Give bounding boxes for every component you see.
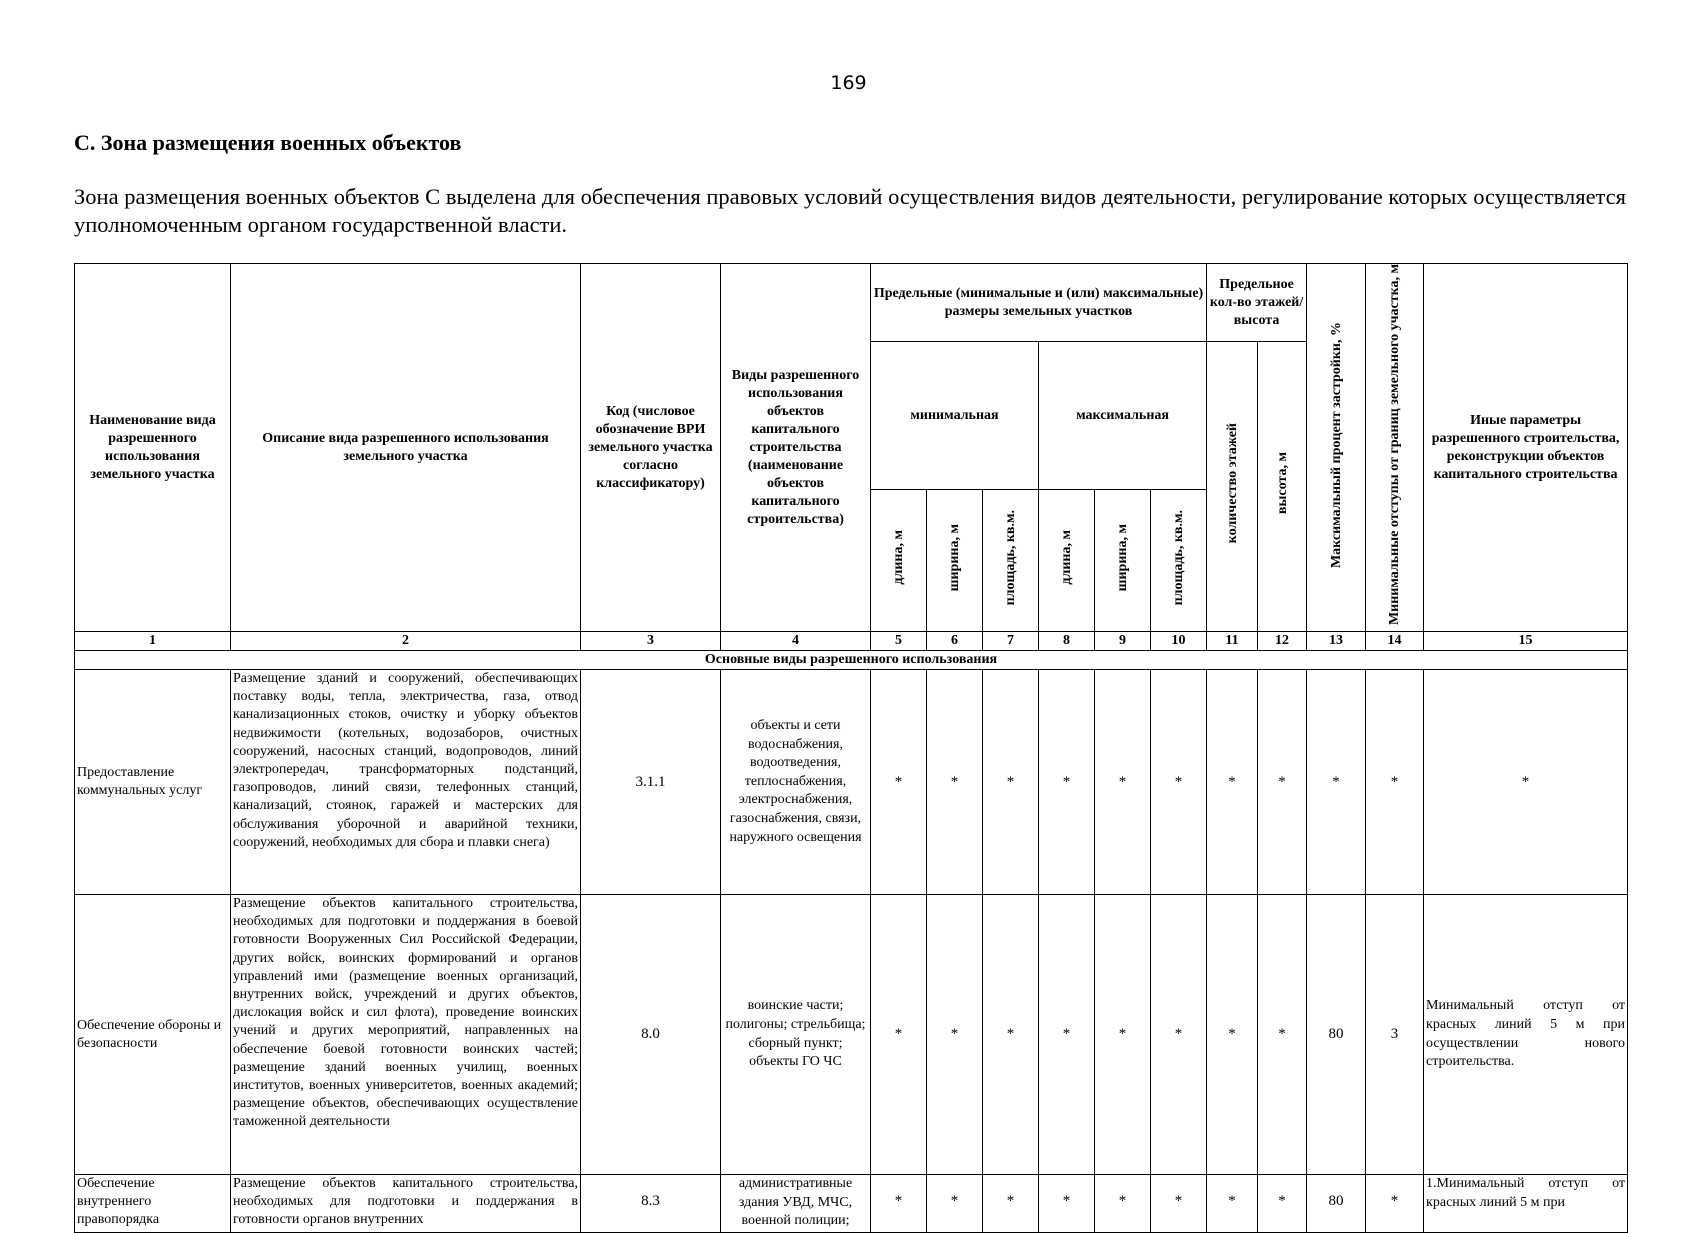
zone-parameters-table	[74, 263, 1628, 1233]
column-number: 9	[1095, 632, 1151, 651]
use-code: 3.1.1	[581, 670, 721, 895]
use-name: Предоставление коммунальных услуг	[75, 670, 231, 895]
section-label: Основные виды разрешенного использования	[75, 651, 1628, 670]
floors-value: *	[1207, 895, 1258, 1175]
column-number: 6	[927, 632, 983, 651]
column-number-row	[75, 632, 1628, 651]
max-length-value: *	[1039, 895, 1095, 1175]
use-code: 8.3	[581, 1175, 721, 1233]
use-code: 8.0	[581, 895, 721, 1175]
table-row	[75, 670, 1628, 895]
min-width-value: *	[927, 895, 983, 1175]
setback-value: *	[1366, 670, 1424, 895]
coverage-value: 80	[1307, 1175, 1366, 1233]
header-floors: количество этажей	[1207, 342, 1258, 632]
min-area-value: *	[983, 895, 1039, 1175]
header-max-area: площадь, кв.м.	[1151, 490, 1207, 632]
max-area-value: *	[1151, 895, 1207, 1175]
setback-value: 3	[1366, 895, 1424, 1175]
header-description: Описание вида разрешенного использования земельного участка	[231, 264, 581, 632]
header-max-length: длина, м	[1039, 490, 1095, 632]
column-number: 8	[1039, 632, 1095, 651]
min-area-value: *	[983, 670, 1039, 895]
table-row	[75, 895, 1628, 1175]
min-length-value: *	[871, 895, 927, 1175]
column-number: 15	[1424, 632, 1628, 651]
setback-value: *	[1366, 1175, 1424, 1233]
header-name: Наименование вида разрешенного использования земельного участка	[75, 264, 231, 632]
section-title: С. Зона размещения военных объектов	[74, 130, 462, 155]
height-value: *	[1258, 670, 1307, 895]
min-length-value: *	[871, 670, 927, 895]
page-number: 169	[830, 72, 867, 94]
other-params: *	[1424, 670, 1628, 895]
column-number: 1	[75, 632, 231, 651]
min-area-value: *	[983, 1175, 1039, 1233]
section-row	[75, 651, 1628, 670]
header-min: минимальная	[871, 342, 1039, 490]
column-number: 2	[231, 632, 581, 651]
header-min-length: длина, м	[871, 490, 927, 632]
height-value: *	[1258, 895, 1307, 1175]
header-max-width: ширина, м	[1095, 490, 1151, 632]
other-params: Минимальный отступ от красных линий 5 м при осуществлении нового строительства.	[1424, 895, 1628, 1175]
max-length-value: *	[1039, 670, 1095, 895]
use-name: Обеспечение обороны и безопасности	[75, 895, 231, 1175]
max-width-value: *	[1095, 895, 1151, 1175]
column-number: 4	[721, 632, 871, 651]
height-value: *	[1258, 1175, 1307, 1233]
column-number: 10	[1151, 632, 1207, 651]
max-area-value: *	[1151, 1175, 1207, 1233]
column-number: 3	[581, 632, 721, 651]
column-number: 14	[1366, 632, 1424, 651]
min-width-value: *	[927, 1175, 983, 1233]
header-floors-group: Предельное кол-во этажей/ высота	[1207, 264, 1307, 342]
max-width-value: *	[1095, 1175, 1151, 1233]
header-min-area: площадь, кв.м.	[983, 490, 1039, 632]
use-description: Размещение зданий и сооружений, обеспечивающих поставку воды, тепла, электричества, газа, отвод канализационных стоков, очистку и уборку объектов недвижимости (котельных, водозаборов, очистных сооружений, насосных станций, водопроводов, линий электропередач, трансформаторных подстанций, газопроводов, линий связи, телефонных станций, канализаций, стоянок, гаражей и мастерских для обслуживания уборочной и аварийной техники, сооружений, необходимых для сбора и плавки снега)	[231, 670, 581, 895]
min-width-value: *	[927, 670, 983, 895]
column-number: 11	[1207, 632, 1258, 651]
floors-value: *	[1207, 1175, 1258, 1233]
max-area-value: *	[1151, 670, 1207, 895]
header-coverage: Максимальный процент застройки, %	[1307, 264, 1366, 632]
max-width-value: *	[1095, 670, 1151, 895]
coverage-value: 80	[1307, 895, 1366, 1175]
use-objects: административные здания УВД, МЧС, военной полиции;	[721, 1175, 871, 1233]
column-number: 13	[1307, 632, 1366, 651]
header-setback: Минимальные отступы от границ земельного участка, м	[1366, 264, 1424, 632]
use-objects: воинские части; полигоны; стрельбища; сборный пункт; объекты ГО ЧС	[721, 895, 871, 1175]
min-length-value: *	[871, 1175, 927, 1233]
table-row	[75, 1175, 1628, 1233]
header-max: максимальная	[1039, 342, 1207, 490]
header-code: Код (числовое обозначение ВРИ земельного участка согласно классификатору)	[581, 264, 721, 632]
use-objects: объекты и сети водоснабжения, водоотведения, теплоснабжения, электроснабжения, газоснабжения, связи, наружного освещения	[721, 670, 871, 895]
column-number: 5	[871, 632, 927, 651]
use-name: Обеспечение внутреннего правопорядка	[75, 1175, 231, 1233]
max-length-value: *	[1039, 1175, 1095, 1233]
header-height: высота, м	[1258, 342, 1307, 632]
column-number: 7	[983, 632, 1039, 651]
other-params: 1.Минимальный отступ от красных линий 5 м при	[1424, 1175, 1628, 1233]
header-min-width: ширина, м	[927, 490, 983, 632]
use-description: Размещение объектов капитального строительства, необходимых для подготовки и поддержания в готовности органов внутренних	[231, 1175, 581, 1233]
use-description: Размещение объектов капитального строительства, необходимых для подготовки и поддержания в боевой готовности Вооруженных Сил Российской Федерации, других войск, воинских формирований и органов управлений ими (размещение военных организаций, внутренних войск, учреждений и других объектов, дислокация войск и сил флота), проведение воинских учений и других мероприятий, направленных на обеспечение боевой готовности воинских частей; размещение зданий военных училищ, военных институтов, военных университетов, военных академий; размещение объектов, обеспечивающих осуществление таможенной деятельности	[231, 895, 581, 1175]
header-other: Иные параметры разрешенного строительства, реконструкции объектов капитального строительства	[1424, 264, 1628, 632]
header-objects: Виды разрешенного использования объектов капитального строительства (наименование объектов капитального строительства)	[721, 264, 871, 632]
column-number: 12	[1258, 632, 1307, 651]
floors-value: *	[1207, 670, 1258, 895]
header-limits: Предельные (минимальные и (или) максимальные) размеры земельных участков	[871, 264, 1207, 342]
coverage-value: *	[1307, 670, 1366, 895]
intro-paragraph: Зона размещения военных объектов С выделена для обеспечения правовых условий осуществления видов деятельности, регулирование которых осуществляется уполномоченным органом государственной власти.	[74, 184, 1626, 237]
